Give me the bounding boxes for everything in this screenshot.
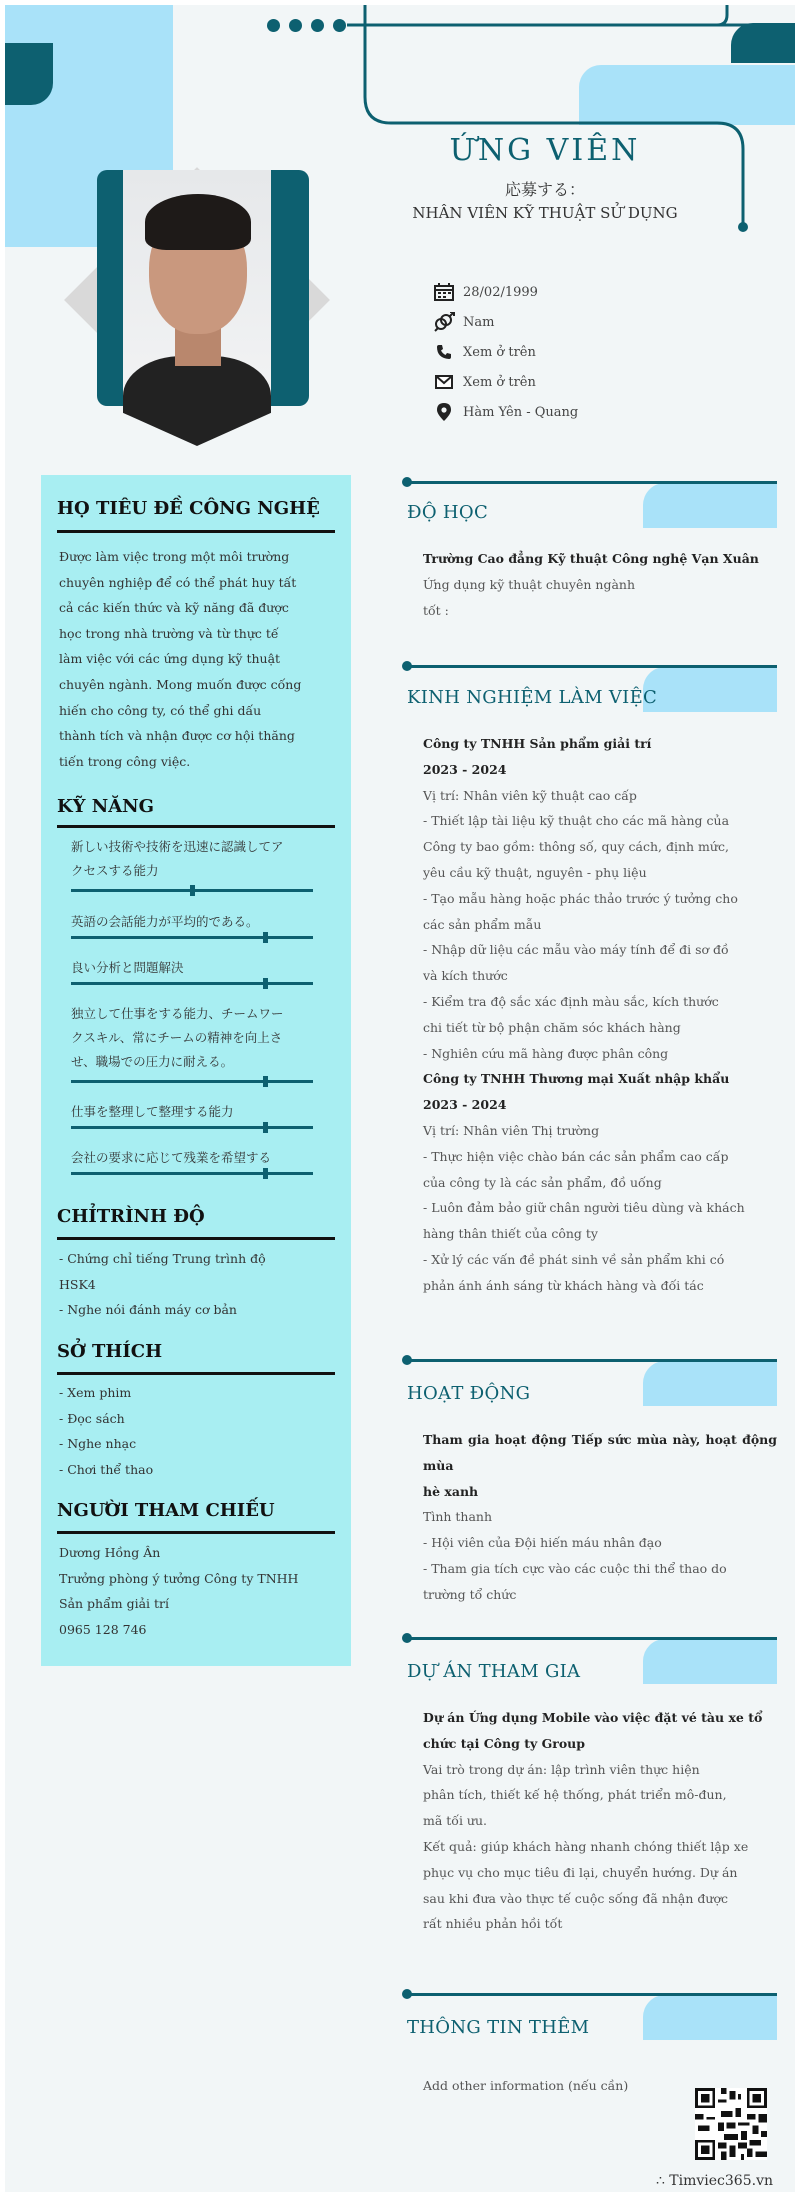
content-line: 2023 - 2024 bbox=[423, 1097, 507, 1113]
content-line: trường tổ chức bbox=[423, 1586, 517, 1602]
content-line: - Tham gia tích cực vào các cuộc thi thể thao do bbox=[423, 1560, 727, 1576]
projects-title: DỰ ÁN THAM GIA bbox=[407, 1661, 581, 1682]
profile-photo bbox=[123, 170, 271, 446]
experience-title: KINH NGHIỆM LÀM VIỆC bbox=[407, 687, 658, 708]
objective-rule bbox=[57, 530, 335, 533]
objective-line: hiến cho công ty, có thể ghi dấu bbox=[59, 702, 262, 718]
objective-line: chuyên ngành. Mong muốn được cống bbox=[59, 676, 302, 692]
section-rule bbox=[407, 1359, 777, 1362]
content-line: Công ty bao gồm: thông số, quy cách, định mức, bbox=[423, 839, 729, 855]
content-line: của công ty là các sản phẩm, đồ uống bbox=[423, 1174, 662, 1190]
section-rule bbox=[407, 1993, 777, 1996]
section-rule bbox=[407, 481, 777, 484]
experience-content bbox=[423, 731, 777, 1299]
content-line: Tình thanh bbox=[423, 1509, 493, 1525]
section-decor-box bbox=[643, 483, 777, 528]
skill-item-3 bbox=[71, 956, 331, 980]
content-line: rất nhiều phản hồi tốt bbox=[423, 1916, 563, 1932]
education-title: ĐỘ HỌC bbox=[407, 502, 489, 523]
content-line: 2023 - 2024 bbox=[423, 761, 507, 777]
certificates-title: CHỈTRÌNH ĐỘ bbox=[57, 1206, 205, 1227]
gender-value: Nam bbox=[463, 314, 495, 330]
hobbies-title: SỞ THÍCH bbox=[57, 1341, 163, 1362]
objective-line: thành tích và nhận được cơ hội thăng bbox=[59, 728, 295, 744]
candidate-name: ỨNG VIÊN bbox=[449, 133, 641, 168]
section-rule bbox=[407, 665, 777, 668]
apply-label: 応募する： bbox=[504, 180, 585, 199]
cv-page bbox=[5, 5, 795, 2192]
contact-row-phone bbox=[433, 337, 763, 367]
objective-line: chuyên nghiệp để có thể phát huy tất bbox=[59, 574, 297, 590]
references-title: NGƯỜI THAM CHIẾU bbox=[57, 1500, 275, 1521]
skill-bar-2 bbox=[71, 936, 313, 939]
additional-info-title: THÔNG TIN THÊM bbox=[407, 2017, 590, 2038]
phone-icon bbox=[433, 341, 455, 363]
section-decor-box bbox=[643, 1361, 777, 1406]
content-line: Tham gia hoạt động Tiếp sức mùa này, hoạt động mùa bbox=[423, 1432, 777, 1473]
qr-code-icon bbox=[695, 2088, 767, 2160]
reference-line: 0965 128 746 bbox=[59, 1621, 147, 1637]
content-line: - Hội viên của Đội hiến máu nhân đạo bbox=[423, 1535, 662, 1551]
content-line: mã tối ưu. bbox=[423, 1813, 487, 1829]
skill-bar-1 bbox=[71, 889, 313, 892]
section-decor-box bbox=[643, 1639, 777, 1684]
contact-row-birthday bbox=[433, 277, 763, 307]
certificates-list bbox=[59, 1246, 331, 1323]
section-rule-dot bbox=[402, 1355, 412, 1365]
job-position: NHÂN VIÊN KỸ THUẬT SỬ DỤNG bbox=[412, 204, 678, 222]
section-decor-box bbox=[643, 667, 777, 712]
projects-content bbox=[423, 1705, 777, 1937]
left-sidebar bbox=[41, 475, 351, 1666]
activities-title: HOẠT ĐỘNG bbox=[407, 1383, 531, 1404]
content-line: Trường Cao đẳng Kỹ thuật Công nghệ Vạn Xuân bbox=[423, 551, 759, 566]
skill-text-line: 新しい技術や技術を迅速に認識してア bbox=[71, 839, 284, 854]
content-line: - Nhập dữ liệu các mẫu vào máy tính để đi sơ đồ bbox=[423, 942, 729, 958]
content-line: và kích thước bbox=[423, 968, 508, 984]
content-line: Công ty TNHH Sản phẩm giải trí bbox=[423, 736, 652, 751]
content-line: sau khi đưa vào thực tế cuộc sống đã nhận được bbox=[423, 1890, 728, 1906]
skill-text-line: 独立して仕事をする能力、チームワー bbox=[71, 1006, 284, 1021]
hobbies-list bbox=[59, 1380, 331, 1482]
email-value: Xem ở trên bbox=[463, 374, 536, 390]
skill-bar-4 bbox=[71, 1080, 313, 1083]
content-line: - Thực hiện việc chào bán các sản phẩm cao cấp bbox=[423, 1148, 729, 1164]
email-icon bbox=[433, 371, 455, 393]
reference-line: Trưởng phòng ý tưởng Công ty TNHH bbox=[59, 1570, 299, 1586]
skill-text-line: クセスする能力 bbox=[71, 863, 159, 878]
address-value: Hàm Yên - Quang bbox=[463, 404, 579, 420]
skill-level-marker bbox=[263, 978, 268, 989]
section-rule-dot bbox=[402, 661, 412, 671]
hobby-line: - Đọc sách bbox=[59, 1410, 125, 1426]
photo-hair bbox=[145, 194, 251, 250]
hobby-line: - Xem phim bbox=[59, 1385, 132, 1400]
skill-item-1 bbox=[71, 835, 331, 883]
skill-level-marker bbox=[263, 932, 268, 943]
section-rule-dot bbox=[402, 1633, 412, 1643]
skill-text-line: せ、職場での圧力に耐える。 bbox=[71, 1054, 234, 1069]
objective-line: tiến trong công việc. bbox=[59, 753, 191, 769]
skill-text-line: 会社の要求に応じて残業を希望する bbox=[71, 1150, 272, 1165]
reference-line: Dương Hồng Ân bbox=[59, 1545, 161, 1560]
skill-item-5 bbox=[71, 1100, 331, 1124]
objective-line: cả các kiến thức và kỹ năng đã được bbox=[59, 600, 289, 616]
content-line: Công ty TNHH Thương mại Xuất nhập khẩu bbox=[423, 1071, 730, 1087]
content-line: hàng thân thiết của công ty bbox=[423, 1226, 598, 1242]
certificate-line: - Chứng chỉ tiếng Trung trình độ bbox=[59, 1251, 266, 1266]
content-line: Vị trí: Nhân viên Thị trường bbox=[423, 1122, 600, 1138]
skill-text-line: クスキル、常にチームの精神を向上さ bbox=[71, 1030, 283, 1045]
certificate-line: HSK4 bbox=[59, 1276, 96, 1292]
content-line: - Kiểm tra độ sắc xác định màu sắc, kích thước bbox=[423, 993, 719, 1009]
objective-text bbox=[59, 544, 331, 774]
photo-shirt bbox=[123, 356, 271, 446]
skill-text-line: 英語の会話能力が平均的である。 bbox=[71, 914, 259, 929]
hobby-line: - Chơi thể thao bbox=[59, 1461, 154, 1477]
content-line: phục vụ cho mục tiêu đi lại, chuyển hướng. Dự án bbox=[423, 1864, 738, 1880]
objective-line: làm việc với các ứng dụng kỹ thuật bbox=[59, 651, 281, 667]
contact-list bbox=[433, 277, 763, 427]
content-line: - Xử lý các vấn đề phát sinh về sản phẩm khi có bbox=[423, 1251, 725, 1267]
skill-item-4 bbox=[71, 1002, 331, 1074]
content-line: chức tại Công ty Group bbox=[423, 1735, 586, 1751]
skill-level-marker bbox=[263, 1076, 268, 1087]
content-line: Ứng dụng kỹ thuật chuyên ngành bbox=[423, 576, 636, 592]
contact-row-email bbox=[433, 367, 763, 397]
objective-line: học trong nhà trường và từ thực tế bbox=[59, 625, 279, 641]
content-line: hè xanh bbox=[423, 1483, 479, 1499]
content-line: chi tiết từ bộ phận chăm sóc khách hàng bbox=[423, 1019, 681, 1035]
content-line: Kết quả: giúp khách hàng nhanh chóng thiết lập xe bbox=[423, 1838, 749, 1854]
content-line: tốt : bbox=[423, 602, 449, 618]
content-line: Dự án Ứng dụng Mobile vào việc đặt vé tàu xe tổ bbox=[423, 1710, 763, 1725]
calendar-icon bbox=[433, 281, 455, 303]
content-line: Vai trò trong dự án: lập trình viên thực hiện bbox=[423, 1761, 700, 1777]
skill-level-marker bbox=[190, 885, 195, 896]
location-pin-icon bbox=[433, 401, 455, 423]
skill-text-line: 良い分析と問題解決 bbox=[71, 960, 184, 975]
skills-rule bbox=[57, 825, 335, 828]
certificate-line: - Nghe nói đánh máy cơ bản bbox=[59, 1302, 237, 1318]
content-line: Vị trí: Nhân viên kỹ thuật cao cấp bbox=[423, 787, 637, 803]
certificates-rule bbox=[57, 1237, 335, 1240]
gender-icon bbox=[433, 311, 455, 333]
skill-bar-6 bbox=[71, 1172, 313, 1175]
skill-bar-5 bbox=[71, 1126, 313, 1129]
reference-line: Sản phẩm giải trí bbox=[59, 1596, 169, 1612]
education-content bbox=[423, 546, 777, 623]
contact-row-gender bbox=[433, 307, 763, 337]
skill-level-marker bbox=[263, 1168, 268, 1179]
content-line: phản ánh ánh sáng từ khách hàng và đối tác bbox=[423, 1277, 704, 1293]
phone-value: Xem ở trên bbox=[463, 344, 536, 360]
section-rule bbox=[407, 1637, 777, 1640]
section-rule-dot bbox=[402, 477, 412, 487]
section-decor-box bbox=[643, 1995, 777, 2040]
content-line: phân tích, thiết kế hệ thống, phát triển mô-đun, bbox=[423, 1787, 727, 1803]
skill-bar-3 bbox=[71, 982, 313, 985]
references-rule bbox=[57, 1531, 335, 1534]
skill-item-6 bbox=[71, 1146, 331, 1170]
content-line: yêu cầu kỹ thuật, nguyên - phụ liệu bbox=[423, 864, 647, 880]
hobby-line: - Nghe nhạc bbox=[59, 1436, 137, 1452]
profile-photo-frame bbox=[41, 144, 353, 456]
objective-title: HỌ TIÊU ĐỀ CÔNG NGHỆ bbox=[57, 498, 320, 519]
skills-title: KỸ NĂNG bbox=[57, 796, 155, 817]
content-line: Add other information (nếu cần) bbox=[423, 2078, 629, 2093]
content-line: các sản phẩm mẫu bbox=[423, 916, 542, 932]
hobbies-rule bbox=[57, 1372, 335, 1375]
references-list bbox=[59, 1540, 331, 1642]
skill-text-line: 仕事を整理して整理する能力 bbox=[71, 1104, 234, 1119]
content-line: - Luôn đảm bảo giữ chân người tiêu dùng và khách bbox=[423, 1200, 745, 1216]
activities-content bbox=[423, 1427, 777, 1608]
skill-level-marker bbox=[263, 1122, 268, 1133]
section-rule-dot bbox=[402, 1989, 412, 1999]
contact-row-address bbox=[433, 397, 763, 427]
content-line: - Thiết lập tài liệu kỹ thuật cho các mã hàng của bbox=[423, 813, 730, 829]
birthday-value: 28/02/1999 bbox=[463, 284, 538, 300]
objective-line: Được làm việc trong một môi trường bbox=[59, 549, 290, 564]
content-line: - Tạo mẫu hàng hoặc phác thảo trước ý tưởng cho bbox=[423, 890, 738, 906]
brand-footer: ∴ Timviec365.vn bbox=[655, 2173, 773, 2189]
content-line: - Nghiên cứu mã hàng được phân công bbox=[423, 1045, 669, 1061]
skill-item-2 bbox=[71, 910, 331, 934]
